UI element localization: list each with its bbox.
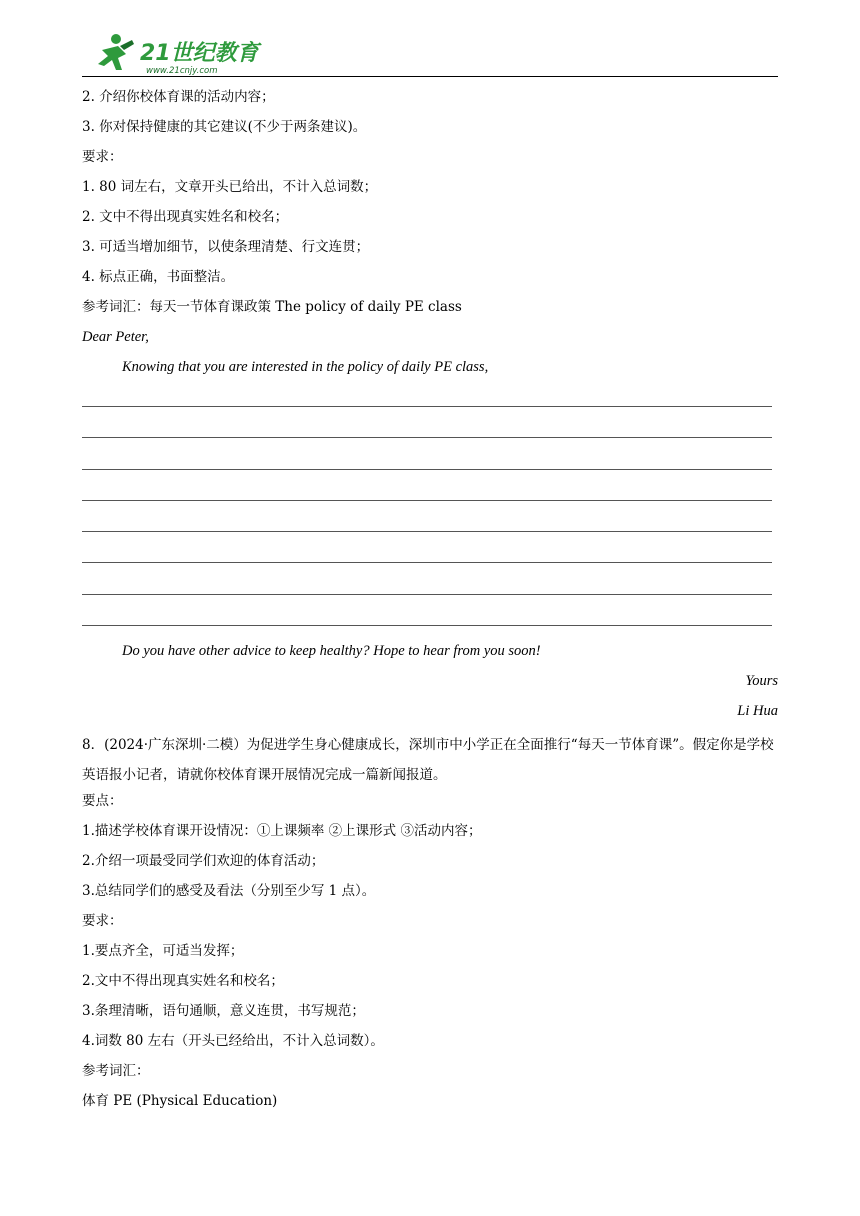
q8-requirement-4: 4.词数 80 左右（开头已经给出，不计入总词数）。: [82, 1033, 384, 1050]
header-rule: [82, 76, 778, 77]
q7-vocabulary: 参考词汇：每天一节体育课政策 The policy of daily PE class: [82, 299, 462, 315]
writing-line[interactable]: [82, 511, 778, 542]
q8-requirement-1: 1.要点齐全，可适当发挥；: [82, 943, 244, 960]
logo-text: 21世纪教育: [140, 41, 259, 66]
q8-requirement-3: 3.条理清晰，语句通顺，意义连贯，书写规范；: [82, 1003, 365, 1020]
logo-url: www.21cnjy.com: [146, 66, 218, 76]
page-header: [82, 30, 778, 78]
writing-line[interactable]: [82, 480, 778, 511]
q8-vocabulary-title: 参考词汇：: [82, 1063, 150, 1080]
writing-line[interactable]: [82, 417, 778, 448]
letter-sign-off: Yours: [745, 673, 778, 690]
letter-salutation: Dear Peter,: [82, 329, 149, 345]
q8-point-3: 3.总结同学们的感受及看法（分别至少写 1 点）。: [82, 883, 376, 900]
runner-icon: [98, 34, 134, 70]
letter-opening: Knowing that you are interested in the policy of daily PE class,: [122, 359, 489, 375]
q7-requirements-title: 要求：: [82, 149, 123, 165]
q7-requirement-3: 3. 可适当增加细节，以使条理清楚、行文连贯；: [82, 239, 370, 255]
writing-line[interactable]: [82, 449, 778, 480]
q8-point-1: 1.描述学校体育课开设情况：①上课频率 ②上课形式 ③活动内容；: [82, 823, 482, 840]
letter-closing: Do you have other advice to keep healthy? Hope to hear from you soon!: [122, 643, 541, 660]
q7-item-3: 3. 你对保持健康的其它建议(不少于两条建议)。: [82, 119, 367, 135]
writing-line[interactable]: [82, 605, 778, 636]
q8-point-2: 2.介绍一项最受同学们欢迎的体育活动；: [82, 853, 325, 870]
q8-requirement-2: 2.文中不得出现真实姓名和校名；: [82, 973, 284, 990]
q7-requirement-4: 4. 标点正确，书面整洁。: [82, 269, 235, 285]
document-body: [82, 86, 778, 1120]
q8-requirements-title: 要求：: [82, 913, 123, 930]
q7-requirement-1: 1. 80 词左右，文章开头已给出，不计入总词数；: [82, 179, 378, 195]
writing-line[interactable]: [82, 386, 778, 417]
q8-prompt: 8．(2024·广东深圳·二模）为促进学生身心健康成长，深圳市中小学正在全面推行“每天一节体育课”。假定你是学校英语报小记者，请就你校体育课开展情况完成一篇新闻报道。: [82, 737, 774, 784]
writing-line[interactable]: [82, 542, 778, 573]
letter-signature: Li Hua: [737, 703, 778, 720]
writing-area[interactable]: [82, 386, 778, 636]
q8-vocabulary-1: 体育 PE (Physical Education): [82, 1093, 278, 1110]
q8-points-title: 要点：: [82, 793, 123, 810]
logo-21cnjy: [88, 30, 268, 76]
writing-line[interactable]: [82, 574, 778, 605]
q7-item-2: 2. 介绍你校体育课的活动内容；: [82, 89, 275, 105]
q7-requirement-2: 2. 文中不得出现真实姓名和校名；: [82, 209, 289, 225]
